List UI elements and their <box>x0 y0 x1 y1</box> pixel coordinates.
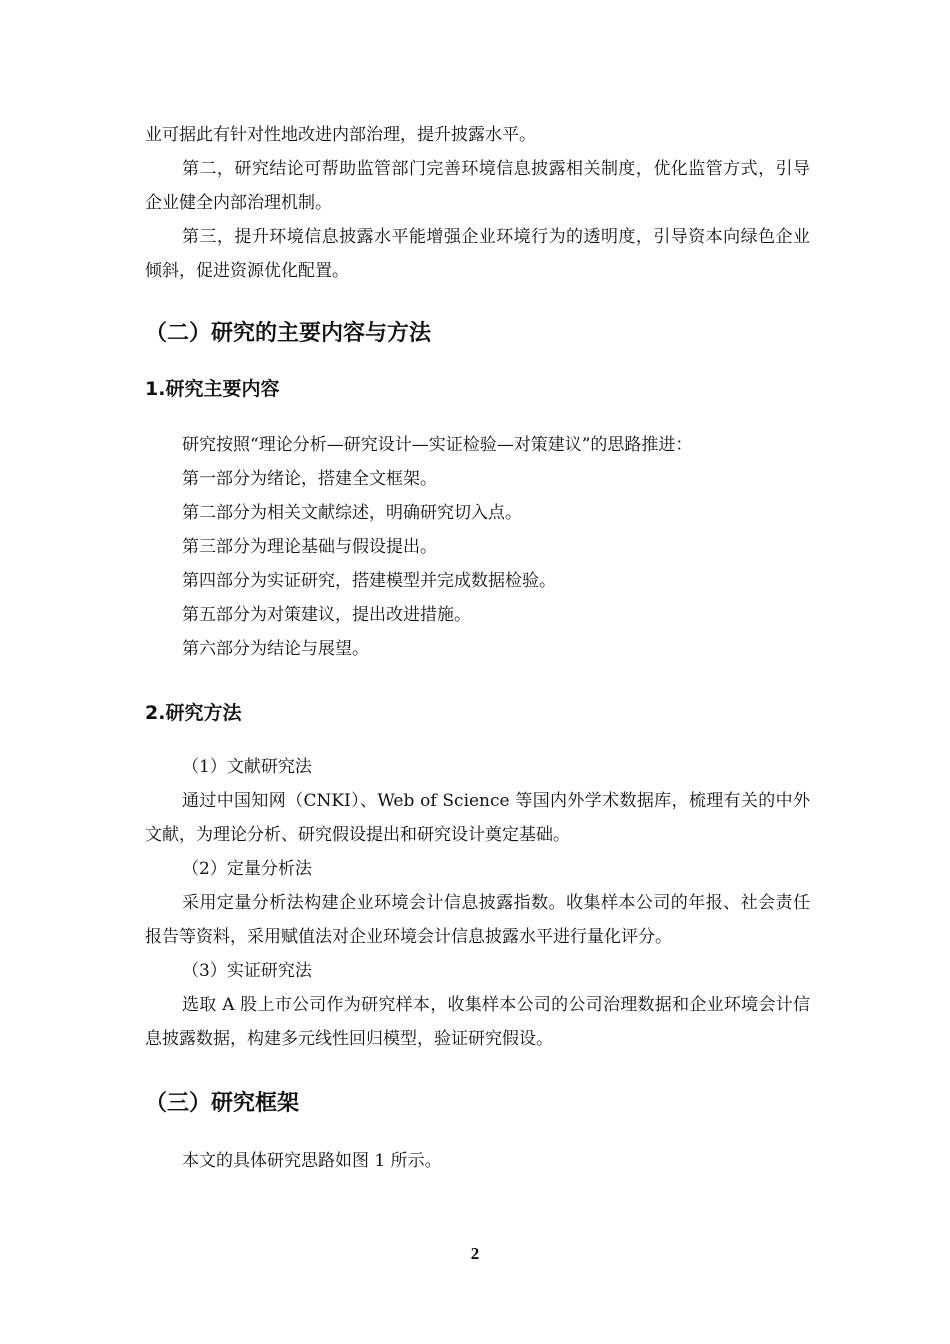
list-item: 第五部分为对策建议，提出改进措施。 <box>182 605 471 625</box>
method-title: （2）定量分析法 <box>182 859 312 879</box>
method-title: （1）文献研究法 <box>182 757 312 777</box>
method-text: 通过中国知网（CNKI）、Web of Science 等国内外学术数据库，梳理有关的中外文献，为理论分析、研究假设提出和研究设计奠定基础。 <box>145 791 810 845</box>
list-item: 第二部分为相关文献综述，明确研究切入点。 <box>182 503 522 523</box>
content-list <box>145 428 810 666</box>
intro-block <box>145 118 810 288</box>
subsection-heading: 2.研究方法 <box>145 702 242 724</box>
method-text: 采用定量分析法构建企业环境会计信息披露指数。收集样本公司的年报、社会责任报告等资料，采用赋值法对企业环境会计信息披露水平进行量化评分。 <box>145 893 810 947</box>
list-item: 第六部分为结论与展望。 <box>182 639 369 659</box>
list-item: 研究按照“理论分析—研究设计—实证检验—对策建议”的思路推进： <box>182 435 693 455</box>
list-item: 第一部分为绪论，搭建全文框架。 <box>182 469 437 489</box>
list-item: 第三部分为理论基础与假设提出。 <box>182 537 437 557</box>
list-item: 第四部分为实证研究，搭建模型并完成数据检验。 <box>182 571 556 591</box>
section-heading: （三）研究框架 <box>145 1091 300 1116</box>
section-heading: （二）研究的主要内容与方法 <box>145 321 432 346</box>
framework-block <box>145 1144 810 1178</box>
method-text: 选取 A 股上市公司作为研究样本，收集样本公司的公司治理数据和企业环境会计信息披露数据，构建多元线性回归模型，验证研究假设。 <box>145 995 810 1049</box>
page-number: 2 <box>470 1244 480 1263</box>
subsection-heading: 1.研究主要内容 <box>145 378 280 400</box>
methods-block <box>145 750 810 1056</box>
intro-paragraph: 第三，提升环境信息披露水平能增强企业环境行为的透明度，引导资本向绿色企业倾斜，促进资源优化配置。 <box>145 227 810 281</box>
intro-paragraph: 第二，研究结论可帮助监管部门完善环境信息披露相关制度，优化监管方式，引导企业健全内部治理机制。 <box>145 159 810 213</box>
framework-text: 本文的具体研究思路如图 1 所示。 <box>182 1151 442 1171</box>
intro-paragraph: 业可据此有针对性地改进内部治理，提升披露水平。 <box>145 125 536 145</box>
method-title: （3）实证研究法 <box>182 961 312 981</box>
